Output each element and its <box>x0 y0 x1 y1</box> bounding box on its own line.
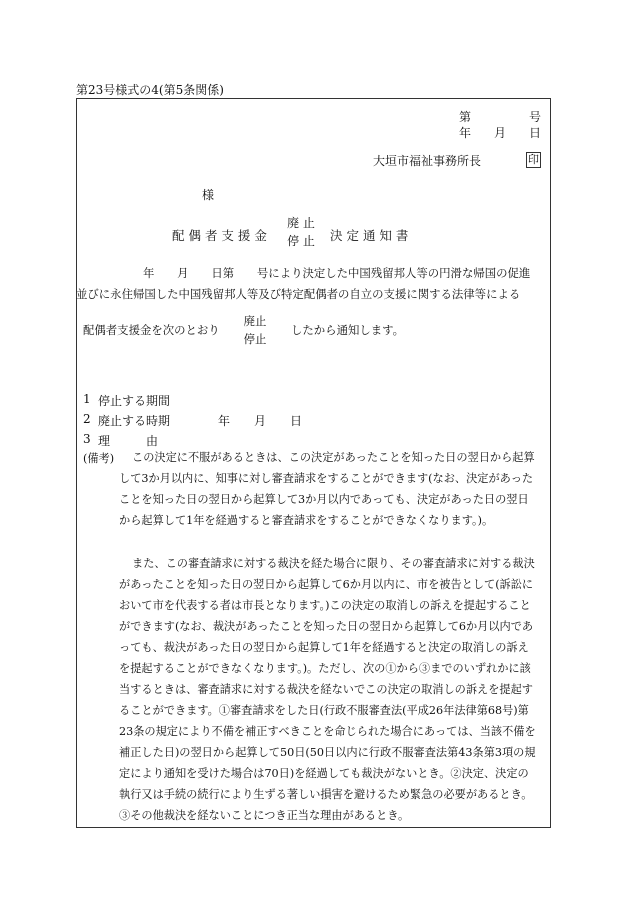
item-3-label: 理 由 <box>98 434 159 448</box>
item-1-label: 停止する期間 <box>98 394 171 408</box>
body-line-1: 年 月 日第 号により決定した中国残留邦人等の円滑な帰国の促進 <box>143 266 531 280</box>
item-2-number: 2 <box>83 412 91 426</box>
notice-number-prefix: 第 <box>459 110 472 124</box>
title-prefix: 配 偶 者 支 援 金 <box>172 228 267 243</box>
item-2-label: 廃止する時期 <box>98 414 171 428</box>
title-suffix: 決 定 通 知 書 <box>330 228 409 243</box>
remarks-paragraph-1: この決定に不服があるときは、この決定があったことを知った日の翌日から起算して3か月以内に、知事に対し審査請求をすることができます(なお、決定があったことを知った日の翌日から起算して3か月以内であっても、決定があった日の翌日から起算して1年を経過すると審査請求をすることができなくなります。)。 <box>119 451 535 527</box>
seal-mark: 印 <box>528 153 539 166</box>
remarks-paragraph-2: また、この審査請求に対する裁決を経た場合に限り、その審査請求に対する裁決があったことを知った日の翌日から起算して6か月以内に、市を被告として(訴訟において市を代表する者は市長となります。)この決定の取消しの訴えを提起することができます(なお、裁決があったことを知った日の翌日から起算して6か月以内であっても、裁決があった日の翌日から起算して1年を経過すると決定の取消しの訴えを提起することができなくなります。)。ただし、次の①から③までのいずれかに該当するときは、審査請求に対する裁決を経ないでこの決定の取消しの訴えを提起することができます。①審査請求をした日(行政不服審査法(平成26年法律第68号)第23条の規定により不備を補正すべきことを命じられた場合にあっては、当該不備を補正した日)の翌日から起算して50日(50日以内に行政不服審査法第43条第3項の規定により通知を受けた場合は70日)を経過しても裁決がないとき。②決定、決定の執行又は手続の続行により生ずる著しい損害を避けるため緊急の必要があるとき。③その他裁決を経ないことにつき正当な理由があるとき。 <box>119 557 536 822</box>
title-options <box>284 214 318 250</box>
title-option-suspend: 停 止 <box>287 234 315 248</box>
item-2-date: 年 月 日 <box>218 414 303 428</box>
recipient-suffix: 様 <box>202 188 215 202</box>
date-day: 日 <box>529 126 542 140</box>
item-1-number: 1 <box>83 392 91 406</box>
date-month: 月 <box>494 126 507 140</box>
form-number: 第23号様式の4(第5条関係) <box>76 83 224 97</box>
issuer-name: 大垣市福祉事務所長 <box>373 154 482 168</box>
title-option-abolish: 廃 止 <box>287 216 315 230</box>
body-line-2: 並びに永住帰国した中国残留邦人等及び特定配偶者の自立の支援に関する法律等による <box>76 287 521 301</box>
body-options <box>238 312 272 348</box>
date-year: 年 <box>459 126 472 140</box>
item-3-number: 3 <box>83 432 91 446</box>
body-line-3-suffix: したから通知します。 <box>291 323 404 337</box>
remarks-label: (備考) <box>83 452 115 465</box>
body-line-3-prefix: 配偶者支援金を次のとおり <box>83 323 220 337</box>
body-option-suspend: 停止 <box>243 332 267 346</box>
body-option-abolish: 廃止 <box>243 314 267 328</box>
notice-number-suffix: 号 <box>529 110 542 124</box>
